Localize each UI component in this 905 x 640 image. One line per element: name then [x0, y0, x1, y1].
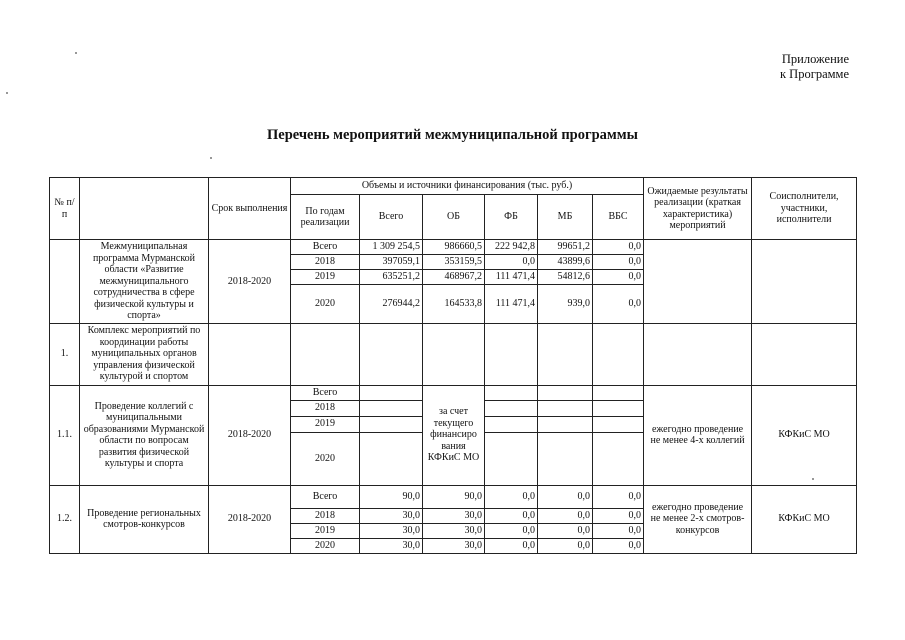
empty-cell	[593, 432, 644, 485]
empty-cell	[485, 400, 538, 416]
item-11-term: 2018-2020	[209, 385, 291, 485]
item-12-num: 1.2.	[50, 485, 80, 553]
program-fb: 111 471,4	[485, 284, 538, 323]
item-12-fb: 0,0	[485, 538, 538, 553]
empty-cell	[360, 385, 423, 400]
program-vbs: 0,0	[593, 240, 644, 255]
program-total: 635251,2	[360, 269, 423, 284]
program-results-cell	[644, 240, 752, 324]
item-12-total: 90,0	[360, 485, 423, 508]
empty-cell	[593, 323, 644, 385]
program-vbs: 0,0	[593, 284, 644, 323]
program-mb: 43899,6	[538, 254, 593, 269]
program-fb: 111 471,4	[485, 269, 538, 284]
empty-cell	[538, 400, 593, 416]
section-1-num: 1.	[50, 323, 80, 385]
item-12-fb: 0,0	[485, 485, 538, 508]
item-12-row-total	[50, 485, 857, 508]
item-12-mb: 0,0	[538, 508, 593, 523]
empty-cell	[360, 323, 423, 385]
empty-cell	[593, 385, 644, 400]
empty-cell	[209, 323, 291, 385]
item-11-year: 2018	[291, 400, 360, 416]
item-12-executor: КФКиС МО	[752, 485, 857, 553]
item-12-vbs: 0,0	[593, 538, 644, 553]
col-total-header: Всего	[360, 195, 423, 240]
section-1-name: Комплекс мероприятий по координации работы муниципальных органов управления физической культурой и спортом	[80, 323, 209, 385]
program-mb: 99651,2	[538, 240, 593, 255]
program-executors-cell	[752, 240, 857, 324]
empty-cell	[360, 416, 423, 432]
item-12-year: 2018	[291, 508, 360, 523]
empty-cell	[538, 323, 593, 385]
item-12-year: 2019	[291, 523, 360, 538]
col-mb-header: МБ	[538, 195, 593, 240]
program-name: Межмуниципальная программа Мурманской области «Развитие межмуниципального сотрудничества в сфере физической культуры и спорта»	[80, 240, 209, 324]
item-12-total: 30,0	[360, 508, 423, 523]
scan-speck	[210, 157, 212, 159]
empty-cell	[485, 323, 538, 385]
program-row-total	[50, 240, 857, 255]
item-12-mb: 0,0	[538, 485, 593, 508]
section-1-row	[50, 323, 857, 385]
item-12-mb: 0,0	[538, 523, 593, 538]
item-12-year: Всего	[291, 485, 360, 508]
empty-cell	[360, 400, 423, 416]
program-total: 276944,2	[360, 284, 423, 323]
col-vbs-header: ВБС	[593, 195, 644, 240]
item-12-vbs: 0,0	[593, 508, 644, 523]
program-year: 2019	[291, 269, 360, 284]
empty-cell	[360, 432, 423, 485]
item-12-ob: 90,0	[423, 485, 485, 508]
item-12-ob: 30,0	[423, 538, 485, 553]
item-11-row-total	[50, 385, 857, 400]
item-11-year: Всего	[291, 385, 360, 400]
empty-cell	[538, 432, 593, 485]
program-fb: 0,0	[485, 254, 538, 269]
program-mb: 54812,6	[538, 269, 593, 284]
program-ob: 353159,5	[423, 254, 485, 269]
col-by-year-header: По годам реализации	[291, 195, 360, 240]
item-11-name: Проведение коллегий с муниципальными образованиями Мурманской области по вопросам развития физической культуры и спорта	[80, 385, 209, 485]
empty-cell	[593, 400, 644, 416]
measures-table	[49, 177, 857, 554]
item-11-executor: КФКиС МО	[752, 385, 857, 485]
scan-speck	[75, 52, 77, 54]
empty-cell	[538, 385, 593, 400]
col-num-header: № п/п	[50, 178, 80, 240]
item-12-ob: 30,0	[423, 508, 485, 523]
item-12-fb: 0,0	[485, 508, 538, 523]
appendix-line-2: к Программе	[779, 67, 849, 81]
program-total: 397059,1	[360, 254, 423, 269]
item-11-funding-note: за счет текущего финансиро вания КФКиС МО	[423, 385, 485, 485]
empty-cell	[644, 323, 752, 385]
program-vbs: 0,0	[593, 254, 644, 269]
item-12-ob: 30,0	[423, 523, 485, 538]
program-ob: 164533,8	[423, 284, 485, 323]
program-year: 2020	[291, 284, 360, 323]
item-11-year: 2020	[291, 432, 360, 485]
empty-cell	[752, 323, 857, 385]
item-12-mb: 0,0	[538, 538, 593, 553]
col-ob-header: ОБ	[423, 195, 485, 240]
program-vbs: 0,0	[593, 269, 644, 284]
program-ob: 468967,2	[423, 269, 485, 284]
item-12-vbs: 0,0	[593, 523, 644, 538]
program-num-cell	[50, 240, 80, 324]
item-12-name: Проведение региональных смотров-конкурсов	[80, 485, 209, 553]
col-funding-group-header: Объемы и источники финансирования (тыс. руб.)	[291, 178, 644, 195]
empty-cell	[485, 385, 538, 400]
document-title: Перечень мероприятий межмуниципальной программы	[267, 127, 638, 143]
empty-cell	[291, 323, 360, 385]
empty-cell	[538, 416, 593, 432]
item-11-num: 1.1.	[50, 385, 80, 485]
col-fb-header: ФБ	[485, 195, 538, 240]
program-ob: 986660,5	[423, 240, 485, 255]
program-mb: 939,0	[538, 284, 593, 323]
item-12-fb: 0,0	[485, 523, 538, 538]
item-12-vbs: 0,0	[593, 485, 644, 508]
appendix-line-1: Приложение	[781, 52, 849, 66]
empty-cell	[485, 432, 538, 485]
item-12-year: 2020	[291, 538, 360, 553]
col-results-header: Ожидаемые результаты реализации (краткая характеристика) мероприятий	[644, 178, 752, 240]
empty-cell	[593, 416, 644, 432]
col-executors-header: Соисполнители, участники, исполнители	[752, 178, 857, 240]
item-12-total: 30,0	[360, 523, 423, 538]
program-total: 1 309 254,5	[360, 240, 423, 255]
program-year: Всего	[291, 240, 360, 255]
program-fb: 222 942,8	[485, 240, 538, 255]
empty-cell	[423, 323, 485, 385]
item-11-result: ежегодно проведение не менее 4-х коллегий	[644, 385, 752, 485]
item-12-term: 2018-2020	[209, 485, 291, 553]
program-term: 2018-2020	[209, 240, 291, 324]
program-year: 2018	[291, 254, 360, 269]
col-term-header: Срок выполнения	[209, 178, 291, 240]
header-row-1	[50, 178, 857, 195]
item-11-year: 2019	[291, 416, 360, 432]
appendix-note	[780, 52, 849, 82]
item-12-result: ежегодно проведение не менее 2-х смотров-конкурсов	[644, 485, 752, 553]
col-name-header	[80, 178, 209, 240]
item-12-total: 30,0	[360, 538, 423, 553]
empty-cell	[485, 416, 538, 432]
scan-speck	[812, 478, 814, 480]
scan-speck	[6, 92, 8, 94]
